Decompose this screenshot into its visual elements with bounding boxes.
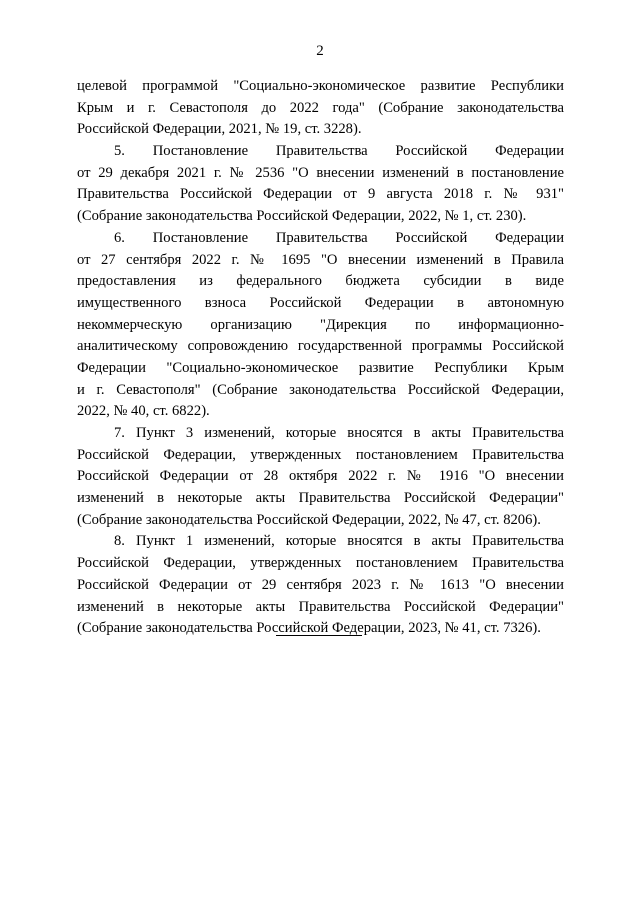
text-line: целевой программой "Социально-экономическое развитие Республики: [77, 78, 564, 94]
paragraph-item-5: [77, 141, 564, 228]
paragraph-item-8: [77, 531, 564, 639]
text-line: 5. Постановление Правительства Российской Федерации: [114, 143, 564, 160]
text-line: Российской Федерации, 2021, № 19, ст. 3228).: [77, 121, 362, 138]
text-line: имущественного взноса Российской Федерации в автономную: [77, 294, 564, 311]
text-line: 2022, № 40, ст. 6822).: [77, 403, 210, 420]
text-line: от 27 сентября 2022 г. № 1695 "О внесении изменений в Правила: [77, 251, 564, 268]
text-line: Российской Федерации, утвержденных постановлением Правительства: [77, 555, 564, 572]
paragraph-continuation: [77, 76, 564, 141]
paragraph-item-7: [77, 423, 564, 531]
text-line: и г. Севастополя" (Собрание законодательства Российской Федерации,: [77, 381, 564, 398]
text-line: Правительства Российской Федерации от 9 августа 2018 г. № 931": [77, 186, 564, 203]
text-line: предоставления из федерального бюджета субсидии в виде: [77, 273, 564, 290]
text-line: 8. Пункт 1 изменений, которые вносятся в акты Правительства: [114, 533, 564, 550]
text-line: Федерации "Социально-экономическое развитие Республики Крым: [77, 359, 564, 376]
end-separator-line: [276, 635, 362, 636]
text-line: Российской Федерации от 28 октября 2022 г. № 1916 "О внесении: [77, 468, 564, 485]
text-line: изменений в некоторые акты Правительства Российской Федерации": [77, 490, 564, 507]
text-line: (Собрание законодательства Российской Федерации, 2022, № 1, ст. 230).: [77, 208, 527, 225]
text-line: от 29 декабря 2021 г. № 2536 "О внесении изменений в постановление: [77, 164, 564, 181]
text-line: (Собрание законодательства Российской Федерации, 2022, № 47, ст. 8206).: [77, 511, 541, 528]
document-body: [77, 76, 564, 640]
text-line: изменений в некоторые акты Правительства Российской Федерации": [77, 598, 564, 615]
text-line: аналитическому сопровождению государственной программы Российской: [77, 338, 564, 355]
text-line: (Собрание законодательства Российской Федерации, 2023, № 41, ст. 7326).: [77, 620, 541, 637]
text-line: некоммерческую организацию "Дирекция по информационно-: [77, 316, 564, 333]
paragraph-item-6: [77, 228, 564, 423]
text-line: 6. Постановление Правительства Российской Федерации: [114, 229, 564, 246]
text-line: Крым и г. Севастополя до 2022 года" (Собрание законодательства: [77, 99, 564, 116]
text-line: 7. Пункт 3 изменений, которые вносятся в акты Правительства: [114, 425, 564, 441]
text-line: Российской Федерации, утвержденных постановлением Правительства: [77, 446, 564, 463]
text-line: Российской Федерации от 29 сентября 2023 г. № 1613 "О внесении: [77, 576, 564, 593]
page-number: 2: [316, 43, 324, 59]
